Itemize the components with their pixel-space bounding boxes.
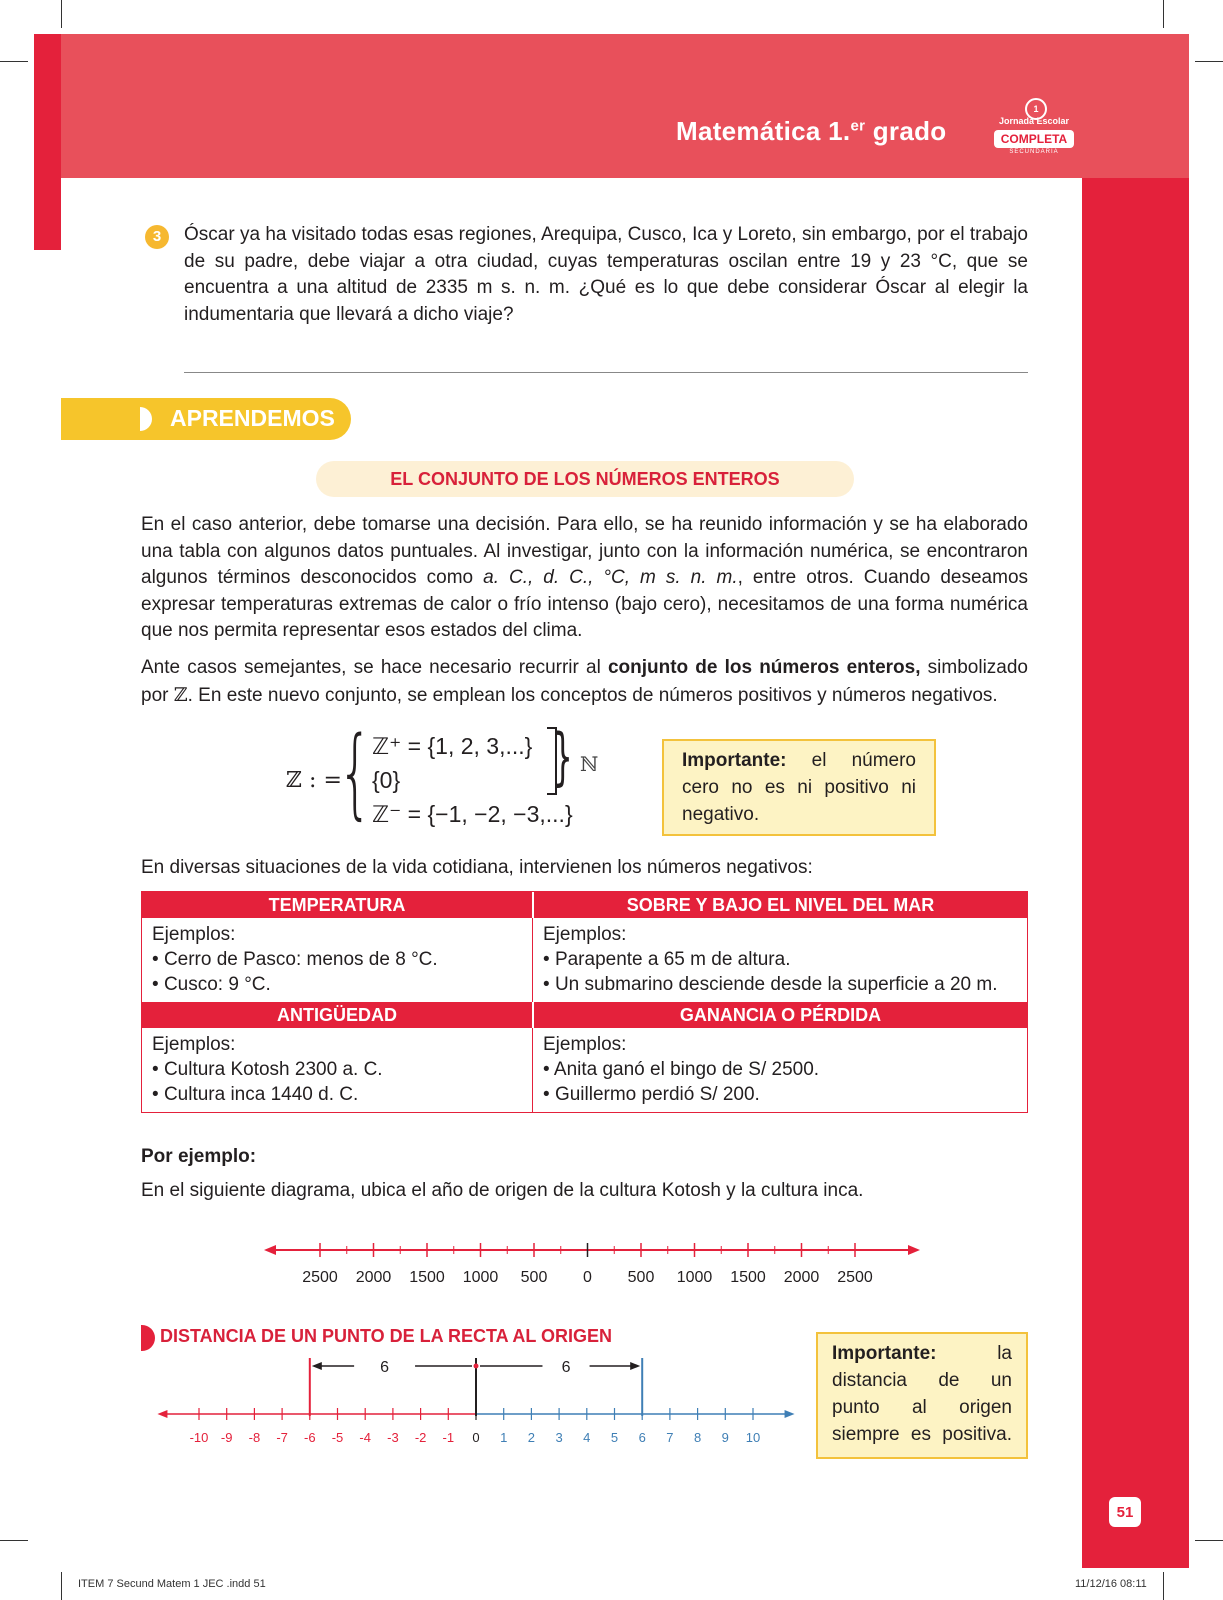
arrow-right-icon	[630, 1362, 640, 1370]
tick-label: -9	[220, 1430, 233, 1445]
question-number-badge: 3	[145, 225, 169, 249]
year-number-line	[264, 1236, 924, 1306]
header-title: Matemática 1.$^{er}$ grado	[676, 116, 947, 146]
arrow-left-icon	[312, 1362, 322, 1370]
jec-logo	[994, 100, 1074, 160]
table-header: TEMPERATURA	[142, 892, 532, 918]
tick-label: 4	[583, 1430, 591, 1445]
crop-mark	[1163, 0, 1164, 28]
tick-label: 2500	[302, 1269, 338, 1286]
table-cell: Ejemplos: • Cultura Kotosh 2300 a. C. • Cultura inca 1440 d. C.	[142, 1028, 532, 1112]
half-circle-icon	[141, 1325, 155, 1351]
arrow-right-icon	[785, 1410, 795, 1418]
table-header: ANTIGÜEDAD	[142, 1002, 532, 1028]
tick-label: 2000	[355, 1269, 392, 1286]
arrow-left-icon	[264, 1245, 276, 1255]
tick-label: 3	[555, 1430, 563, 1445]
tick-label: -4	[359, 1430, 371, 1445]
answer-line	[184, 372, 1028, 373]
section-title: EL CONJUNTO DE LOS NÚMEROS ENTEROS	[390, 469, 780, 489]
table-header: SOBRE Y BAJO EL NIVEL DEL MAR	[532, 892, 1027, 918]
example-label: Por ejemplo:	[141, 1146, 257, 1167]
crop-mark	[61, 0, 62, 28]
arrow-left-icon	[157, 1410, 167, 1418]
distance-section-title: DISTANCIA DE UN PUNTO DE LA RECTA AL ORIGEN	[160, 1326, 613, 1346]
logo-main-text: COMPLETA	[994, 130, 1074, 148]
left-brace: {	[338, 716, 373, 830]
origin-point	[474, 1364, 479, 1369]
tick-label: 10	[745, 1430, 761, 1445]
tick-label: -5	[331, 1430, 344, 1445]
important-note-zero: Importante: el número cero no es ni positivo ni negativo.	[662, 739, 936, 836]
table-cell: Ejemplos: • Anita ganó el bingo de S/ 2500. • Guillermo perdió S/ 200.	[532, 1028, 1027, 1112]
arrow-right-icon	[908, 1245, 920, 1255]
logo-sun-icon: 1	[1025, 98, 1047, 120]
table-cell: Ejemplos: • Parapente a 65 m de altura. • Un submarino desciende desde la superficie a 20 m.	[532, 918, 1027, 1002]
example-text: En el siguiente diagrama, ubica el año de origen de la cultura Kotosh y la cultura inca.	[141, 1180, 864, 1201]
tick-label: 8	[693, 1430, 702, 1445]
tick-label: 2	[527, 1430, 536, 1445]
crop-mark	[0, 61, 28, 62]
important-note-distance: Importante: la distancia de un punto al origen siempre es positiva.	[816, 1332, 1028, 1459]
tick-label: 1000	[676, 1269, 713, 1286]
tick-label: 0	[583, 1269, 592, 1286]
tick-label: -8	[248, 1430, 261, 1445]
crop-mark	[1195, 61, 1223, 62]
tick-label: 500	[520, 1269, 548, 1286]
body-paragraph-1: En el caso anterior, debe tomarse una decisión. Para ello, se ha reunido información y se ha elaborado una tabla con algunos datos puntuales. Al investigar, junto con la información numérica, se encontraron algunos términos desconocidos como a. C., d. C., °C, m s. n. m., entre otros. Cuando deseamos expresar temperaturas extremas de calor o frío intenso (bajo cero), necesitamos de una forma numérica que nos permita representar esos estados del clima.	[141, 514, 1029, 641]
footer-date: 11/12/16 08:11	[1075, 1578, 1147, 1590]
right-margin-band	[1082, 178, 1189, 1568]
logo-top-text: Jornada Escolar	[998, 116, 1070, 126]
crop-mark	[1195, 1540, 1223, 1541]
aprendemos-label: APRENDEMOS	[170, 405, 335, 431]
examples-table	[141, 891, 1028, 1113]
tick-label: -2	[414, 1430, 427, 1445]
naturals-symbol: ℕ	[580, 752, 599, 776]
tick-label: -3	[387, 1430, 399, 1445]
crop-mark	[0, 1540, 28, 1541]
tick-label: -7	[276, 1430, 288, 1445]
question-text: Óscar ya ha visitado todas esas regiones, Arequipa, Cusco, Ica y Loreto, sin embargo, por el trabajo de su padre, debe viajar a otra ciudad, cuyas temperaturas oscilan entre 19 y 23 °C, que se encuentra a una altitud de 2335 m s. n. m. ¿Qué es lo que debe considerar Óscar al elegir la indumentaria que llevará a dicho viaje?	[184, 224, 1028, 325]
tick-label: 6	[638, 1430, 646, 1445]
tick-label: 2500	[837, 1269, 873, 1286]
distance-number-line	[150, 1359, 810, 1458]
table-header: GANANCIA O PÉRDIDA	[532, 1002, 1027, 1028]
body-paragraph-2: Ante casos semejantes, se hace necesario recurrir al conjunto de los números enteros, simbolizado por ℤ. En este nuevo conjunto, se emplean los conceptos de números positivos y números negativos.	[141, 657, 1028, 706]
left-accent-bar	[34, 34, 61, 250]
tick-label: 2000	[783, 1269, 820, 1286]
tick-label: 1	[500, 1430, 508, 1445]
set-z-definition: ℤ : =	[286, 768, 342, 793]
tick-label: 0	[472, 1430, 480, 1445]
footer-file-info: ITEM 7 Secund Matem 1 JEC .indd 51	[78, 1578, 266, 1590]
crop-mark	[1163, 1572, 1164, 1600]
tick-label: -10	[189, 1430, 209, 1445]
distance-label: 6	[561, 1359, 571, 1376]
tick-label: 500	[627, 1269, 655, 1286]
crop-mark	[61, 1572, 62, 1600]
tick-label: 1500	[409, 1269, 445, 1286]
page-number: 51	[1116, 1504, 1134, 1521]
right-brace: }	[553, 720, 573, 793]
tick-label: -1	[442, 1430, 455, 1445]
set-positive: ℤ⁺ = {1, 2, 3,...}	[372, 733, 533, 759]
tick-label: 9	[721, 1430, 729, 1445]
tick-label: 7	[666, 1430, 674, 1445]
set-zero: {0}	[372, 767, 401, 793]
set-negative: ℤ⁻ = {−1, −2, −3,...}	[372, 801, 573, 827]
logo-sub-text: SECUNDARIA	[1009, 149, 1059, 155]
table-intro: En diversas situaciones de la vida cotidiana, intervienen los números negativos:	[141, 857, 813, 878]
tick-label: 1000	[462, 1269, 499, 1286]
tick-label: 1500	[730, 1269, 766, 1286]
tick-label: 5	[610, 1430, 619, 1445]
table-cell: Ejemplos: • Cerro de Pasco: menos de 8 °C. • Cusco: 9 °C.	[142, 918, 532, 1002]
tick-label: -6	[304, 1430, 316, 1445]
distance-label: 6	[380, 1359, 390, 1376]
